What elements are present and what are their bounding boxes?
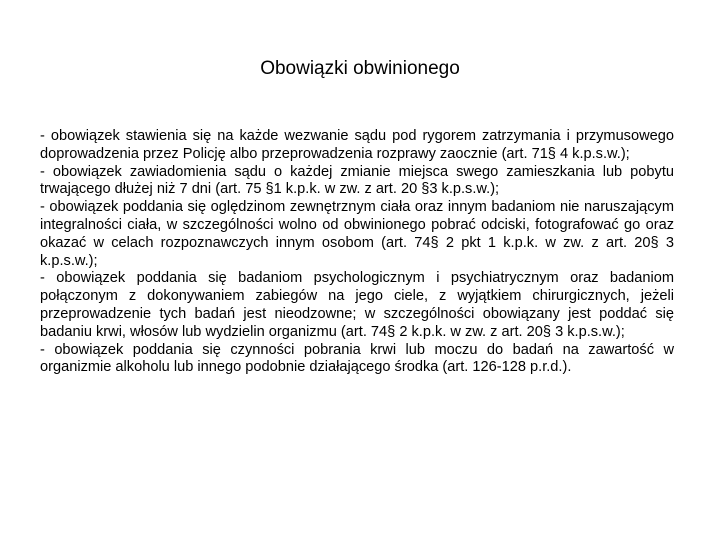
duty-paragraph: - obowiązek stawienia się na każde wezwanie sądu pod rygorem zatrzymania i przymusowego doprowadzenia przez Policję albo przeprowadzenia rozprawy zaocznie (art. 71§ 4 k.p.s.w.); [40, 128, 674, 162]
slide-title: Obowiązki obwinionego [260, 58, 460, 79]
duty-paragraph: - obowiązek poddania się oględzinom zewnętrznym ciała oraz innym badaniom nie naruszającym integralności ciała, w szczególności wolno od obwinionego pobrać odciski, fotografować go oraz okazać w celach rozpoznawczych innym osobom (art. 74§ 2 pkt 1 k.p.k. w zw. z art. 20§ 3 k.p.s.w.); [40, 199, 674, 269]
duty-paragraph: - obowiązek zawiadomienia sądu o każdej zmianie miejsca swego zamieszkania lub pobytu trwającego dłużej niż 7 dni (art. 75 §1 k.p.k. w zw. z art. 20 §3 k.p.s.w.); [40, 163, 674, 198]
duty-paragraph: - obowiązek poddania się badaniom psychologicznym i psychiatrycznym oraz badaniom połączonym z dokonywaniem zabiegów na jego ciele, z wyjątkiem chirurgicznych, jeżeli przeprowadzenie tych badań jest nieodzowne; w szczególności obowiązany jest poddać się badaniu krwi, włosów lub wydzielin organizmu (art. 74§ 2 k.p.k. w zw. z art. 20§ 3 k.p.s.w.); [40, 270, 674, 340]
duty-paragraph: - obowiązek poddania się czynności pobrania krwi lub moczu do badań na zawartość w organizmie alkoholu lub innego podobnie działającego środka (art. 126-128 p.r.d.). [40, 341, 674, 376]
slide-body [40, 128, 674, 377]
